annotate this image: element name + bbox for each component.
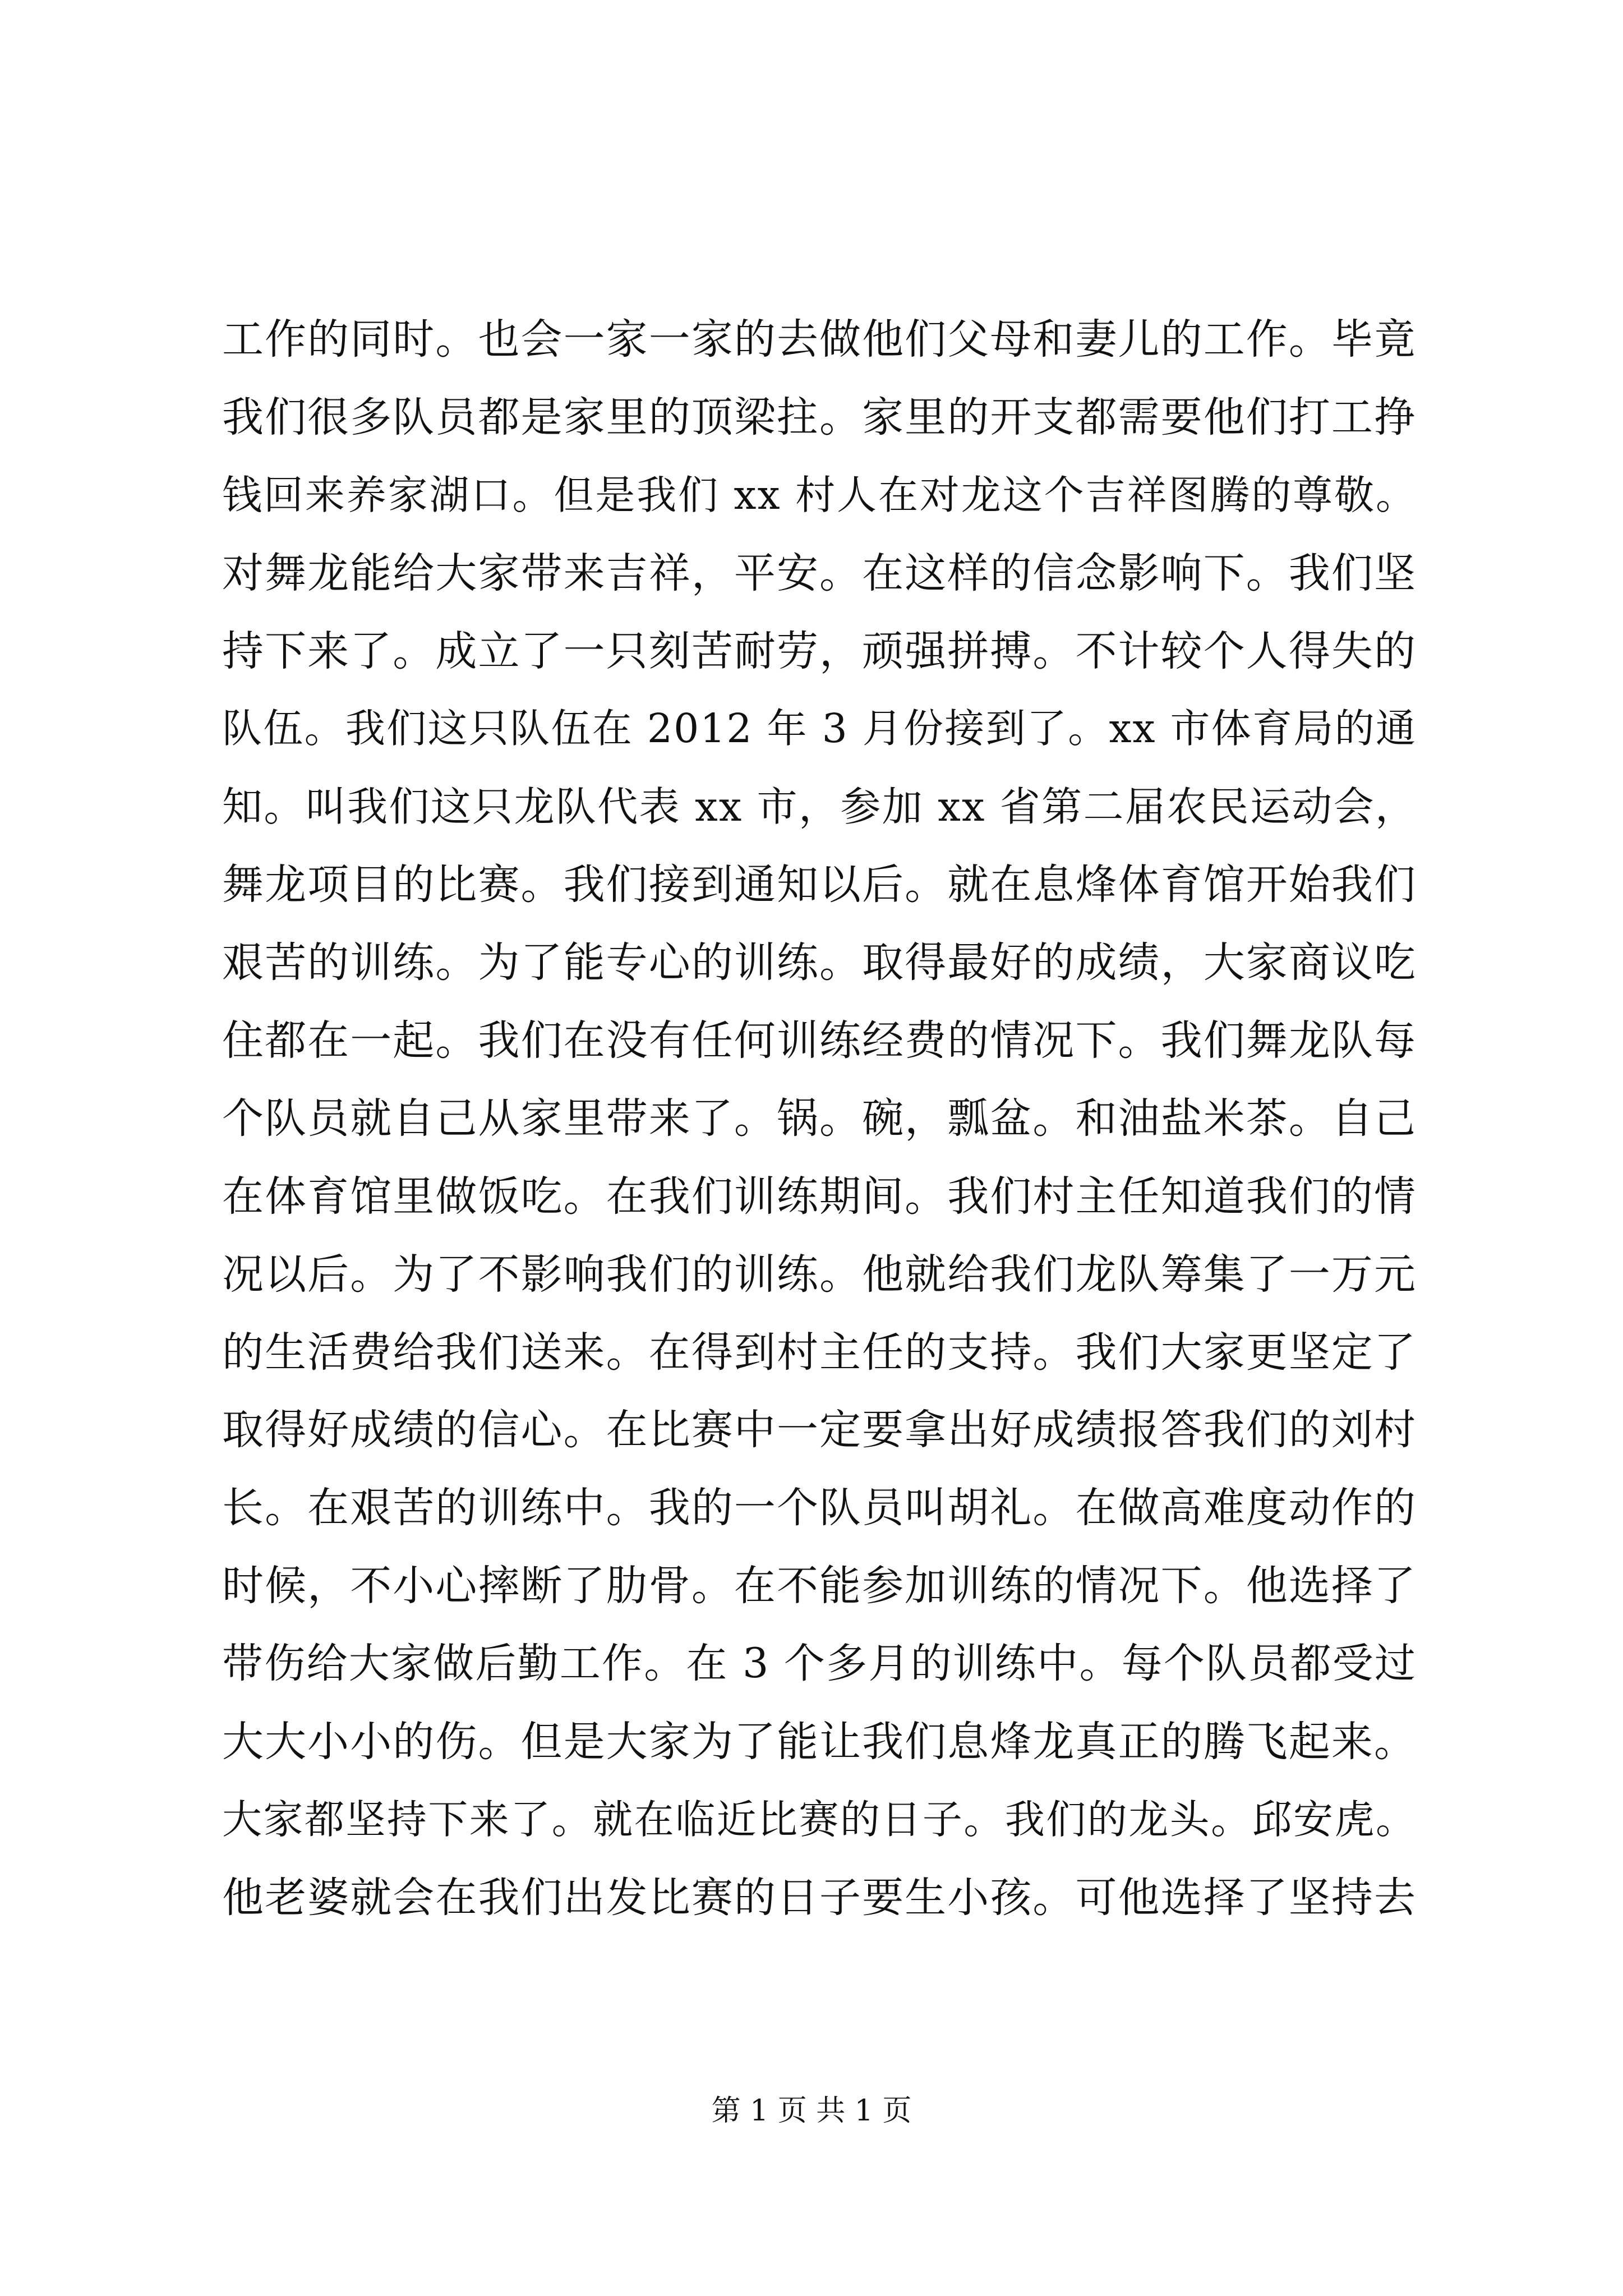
- text-line: 我们很多队员都是家里的顶梁拄。家里的开支都需要他们打工挣: [222, 393, 1417, 441]
- text-line: 住都在一起。我们在没有任何训练经费的情况下。我们舞龙队每: [222, 1016, 1417, 1065]
- text-line: 况以后。为了不影响我们的训练。他就给我们龙队筹集了一万元: [222, 1250, 1417, 1299]
- text-line: 大家都坚持下来了。就在临近比赛的日子。我们的龙头。邱安虎。: [222, 1796, 1417, 1843]
- text-line: 持下来了。成立了一只刻苦耐劳，顽强拼搏。不计较个人得失的: [222, 627, 1417, 675]
- text-line: 个队员就自己从家里带来了。锅。碗，瓢盆。和油盐米茶。自己: [222, 1094, 1417, 1143]
- body-text: [222, 301, 1417, 1937]
- text-line: 时候，不小心摔断了肋骨。在不能参加训练的情况下。他选择了: [222, 1562, 1417, 1611]
- text-line: 带伤给大家做后勤工作。在 3 个多月的训练中。每个队员都受过: [222, 1640, 1417, 1688]
- text-line: 他老婆就会在我们出发比赛的日子要生小孩。可他选择了坚持去: [222, 1873, 1417, 1922]
- text-line: 舞龙项目的比赛。我们接到通知以后。就在息烽体育馆开始我们: [222, 861, 1417, 909]
- text-line: 在体育馆里做饭吃。在我们训练期间。我们村主任知道我们的情: [222, 1172, 1417, 1221]
- text-line: 对舞龙能给大家带来吉祥，平安。在这样的信念影响下。我们坚: [222, 549, 1417, 597]
- text-line: 队伍。我们这只队伍在 2012 年 3 月份接到了。xx 市体育局的通: [222, 705, 1417, 752]
- page-footer: [0, 2091, 1623, 2131]
- text-line: 工作的同时。也会一家一家的去做他们父母和妻儿的工作。毕竟: [222, 315, 1417, 364]
- page-number: 第 1 页 共 1 页: [711, 2094, 912, 2128]
- text-line: 艰苦的训练。为了能专心的训练。取得最好的成绩，大家商议吃: [222, 938, 1417, 987]
- text-line: 取得好成绩的信心。在比赛中一定要拿出好成绩报答我们的刘村: [222, 1406, 1417, 1455]
- text-line: 知。叫我们这只龙队代表 xx 市，参加 xx 省第二届农民运动会，: [222, 783, 1417, 831]
- text-line: 钱回来养家湖口。但是我们 xx 村人在对龙这个吉祥图腾的尊敬。: [222, 471, 1417, 518]
- text-line: 大大小小的伤。但是大家为了能让我们息烽龙真正的腾飞起来。: [222, 1718, 1417, 1766]
- text-line: 的生活费给我们送来。在得到村主任的支持。我们大家更坚定了: [222, 1328, 1417, 1377]
- text-line: 长。在艰苦的训练中。我的一个队员叫胡礼。在做高难度动作的: [222, 1484, 1417, 1533]
